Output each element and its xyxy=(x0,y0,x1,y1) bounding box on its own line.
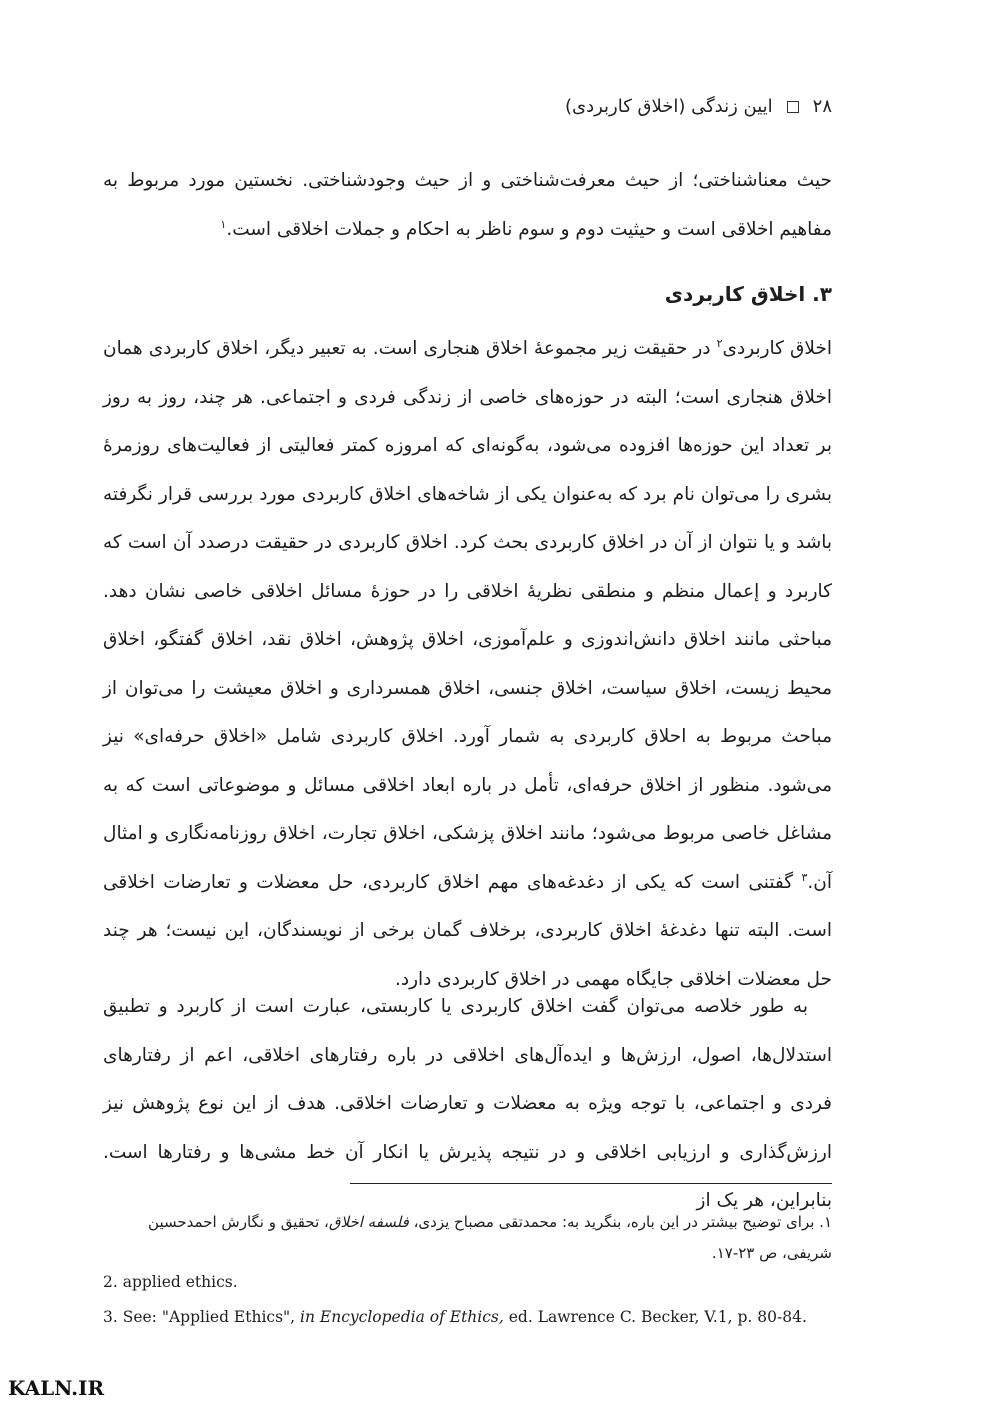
paragraph-2-lead: اخلاق کاربردی xyxy=(722,338,832,359)
section-heading: ۳. اخلاق کاربردی xyxy=(664,282,832,306)
running-header xyxy=(565,96,832,117)
running-title: ایین زندگی (اخلاق کاربردی) xyxy=(564,96,773,117)
footnote-1 xyxy=(103,1207,832,1269)
footnote-1-prefix: ۱. برای توضیح بیشتر در این باره، بنگرید به: محمدتقی مصباح یزدی، xyxy=(408,1213,832,1231)
paragraph-1-text: حیث معناشناختی؛ از حیث معرفت‌شناختی و از حیث وجودشناختی. نخستین مورد مربوط به مفاهیم اخلاقی است و حیثیت دوم و سوم ناظر به احکام و جملات اخلاقی است. xyxy=(103,170,832,240)
footnote-divider xyxy=(350,1183,832,1184)
site-watermark: KALN.IR xyxy=(8,1376,105,1400)
footnote-3-prefix: 3. See: "Applied Ethics", xyxy=(103,1308,301,1326)
square-separator-icon xyxy=(787,101,799,113)
footnote-1-suffix: ، تحقیق و نگارش احمدحسین شریفی، ص ۲۳-۱۷. xyxy=(148,1213,832,1262)
paragraph-2 xyxy=(103,325,832,1004)
paragraph-2-part-b: گفتنی است که یکی از دغدغه‌های مهم اخلاق کاربردی، حل معضلات و تعارضات اخلاقی است. البته تنها دغدغهٔ اخلاق کاربردی، برخلاف گمان برخی از نویسندگان، این نیست؛ هر چند حل معضلات اخلاقی جایگاه مهمی در اخلاق کاربردی دارد. xyxy=(103,871,832,990)
footnote-ref-3: ۳ xyxy=(801,870,808,884)
paragraph-2-part-a: در حقیقت زیر مجموعهٔ اخلاق هنجاری است. به تعبیر دیگر، اخلاق کاربردی همان اخلاق هنجاری است؛ البته در حوزه‌های خاصی از زندگی فردی و اجتماعی. هر چند، روز به روز بر تعداد این حوزه‌ها افزوده می‌شود، به‌گونه‌ای که امروزه کمتر فعالیتی از فعالیت‌های روزمرهٔ بشری را می‌توان نام برد که به‌عنوان یکی از شاخه‌های اخلاق کاربردی مورد بررسی قرار نگرفته باشد و یا نتوان از آن در اخلاق کاربردی بحث کرد. اخلاق کاربردی در حقیقت درصدد آن است که کاربرد و إعمال منظم و منطقی نظریهٔ اخلاقی را در حوزهٔ مسائل اخلاقی خاصی نشان دهد. مباحثی مانند اخلاق دانش‌اندوزی و علم‌آموزی، اخلاق پژوهش، اخلاق نقد، اخلاق گفتگو، اخلاق محیط زیست، اخلاق سیاست، اخلاق جنسی، اخلاق همسرداری و اخلاق معیشت را می‌توان از مباحث مربوط به احلاق کاربردی به شمار آورد. اخلاق کاربردی شامل «اخلاق حرفه‌ای» نیز می‌شود. منظور از اخلاق حرفه‌ای، تأمل در باره ابعاد اخلاقی مسائل و موضوعاتی است که به مشاغل خاصی مربوط می‌شود؛ مانند اخلاق پزشکی، اخلاق تجارت، اخلاق روزنامه‌نگاری و امثال آن. xyxy=(103,338,832,893)
paragraph-3-text: به طور خلاصه می‌توان گفت اخلاق کاربردی یا کاربستی، عبارت است از کاربرد و تطبیق استدلال‌ها، اصول، ارزش‌ها و ایده‌آل‌های اخلاقی در باره رفتارهای اخلاقی، اعم از رفتارهای فردی و اجتماعی، با توجه ویژه به معضلات و تعارضات اخلاقی. هدف از این نوع پژوهش نیز ارزش‌گذاری و ارزیابی اخلاقی و در نتیجه پذیرش یا انکار آن خط مشی‌ها و رفتارها است. بنابراین، هر یک از xyxy=(103,996,832,1211)
footnote-3-italic: in Encyclopedia of Ethics, xyxy=(300,1308,504,1326)
footnote-1-title: فلسفه اخلاق xyxy=(328,1213,409,1231)
page-number: ۲۸ xyxy=(812,96,832,117)
footnote-2: 2. applied ethics. xyxy=(103,1273,238,1291)
footnote-ref-2: ۲ xyxy=(716,336,723,350)
footnote-3-suffix: ed. Lawrence C. Becker, V.1, p. 80-84. xyxy=(503,1308,807,1326)
footnote-ref-1: ۱ xyxy=(220,217,227,231)
paragraph-1 xyxy=(103,157,832,254)
paragraph-3 xyxy=(103,983,832,1226)
footnote-3 xyxy=(103,1308,807,1326)
